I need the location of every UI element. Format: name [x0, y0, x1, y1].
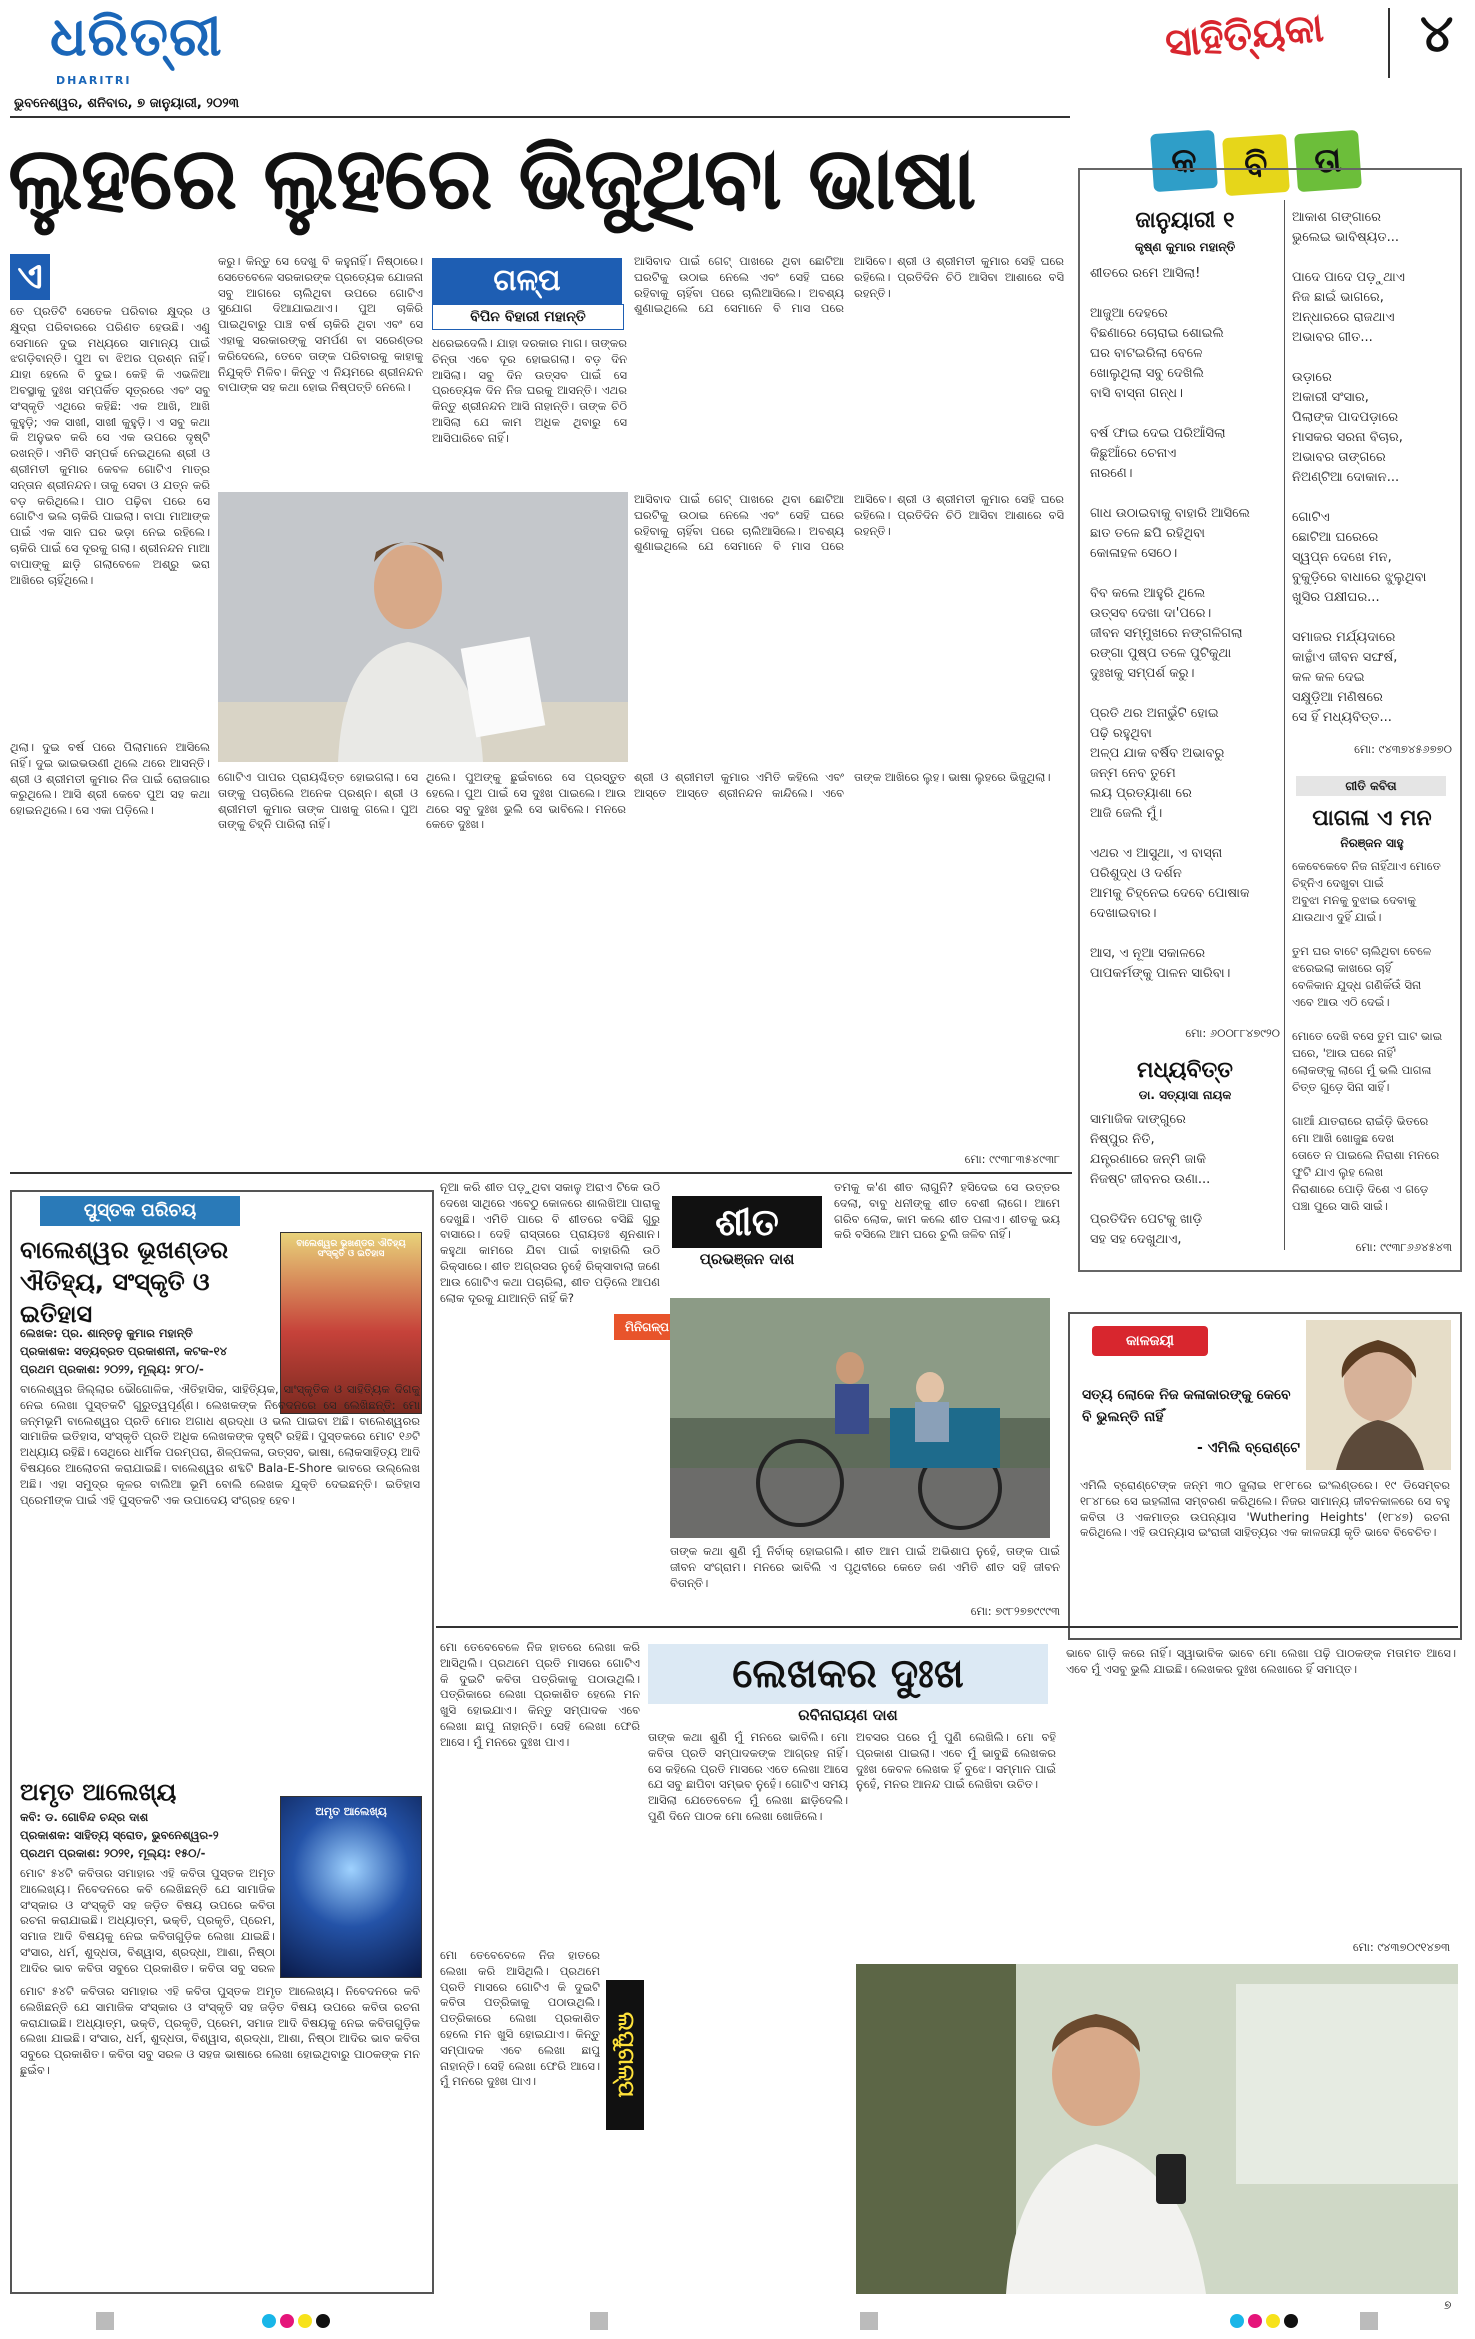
lekhakara-col3: ଅବସର ପରେ ମୁଁ ପୁଣି ଲେଖିଲି। ମୋ ବହି ପ୍ରକାଶ ପାଇଲା। ଏବେ ମୁଁ ଭାବୁଛି ଲେଖକର ଦୁଃଖ କେବଳ ଲେଖକ ହିଁ ବୁଝେ। ସମ୍ମାନ ପାଇଁ ନୁହେଁ, ମନର ଆନନ୍ଦ ପାଇଁ ଲେଖିବା ଉଚିତ।	[856, 1730, 1056, 1792]
book2-publisher: ପ୍ରକାଶକ: ସାହିତ୍ୟ ସ୍ରୋତ, ଭୁବନେଶ୍ୱର-୨	[20, 1828, 219, 1842]
book2-title: ଅମୃତ ଆଲେଖ୍ୟ	[20, 1778, 177, 1806]
poem-january-lines: ଶୀତରେ ରମେ ଆସିଲା! ଆଜୁଆ ଦେହରେ ବିଛଣାରେ ଚୋରାଇ ଶୋଇଲି ଘର ବାଟଇରିଲା ବେଳେ ଖୋଲୁଥିଲା ସବୁ ଦେଖିଲି ବାସି ବାସ୍ନା ଗନ୍ଧ। ବର୍ଷ ଫାଇ ଦେଇ ପରିଆଁସିଲା କିଛୁଆଁରେ ଚେନାଏ ନାରଣେ। ଗାଧ ଉଠାଇବାକୁ ବାହାରି ଆସିଲେ ଛାତ ତଳେ ଛପି ରହିଥିବା କୋଳାହଳ ସେଠେ। ବିବ କଲେ ଆହୁରି ଥିଲେ ଉତ୍ସବ ଦେଖା ଦା'ପରେ। ଜୀବନ ସମ୍ମୁଖରେ ନଙ୍ଗଳିଗଲା ରଙ୍ଗା ପୁଷ୍ପ ତଳେ ପୁଟିକୁଥା ଦୁଃଖକୁ ସମ୍ପର୍ଶ କରୁ। ପ୍ରତି ଥର ଅନାଭୁଁଟି ହୋଇ ପଢ଼ି ରହୁଥିବା ଅଳ୍ପ ଯାକ ବର୍ଷିବ ଅଭାବରୁ ଜନ୍ମ ନେବ ତୁମେ ଲୟ ପ୍ରତ୍ୟାଶା ରେ ଆଜି ଜେଲି ମୁଁ। ଏଥର ଏ ଆସୁଥା, ଏ ବାସ୍ନା ପରିଶୁଦ୍ଧ ଓ ଦର୍ଶନ ଆମକୁ ଚିହ୍ନେଇ ଦେବେ ପୋଷାକ ଦେଖାଇବାର। ଆସ, ଏ ନୂଆ ସକାଳରେ ପାପକର୍ମଙ୍କୁ ପାଳନ ସାରିବା।	[1090, 266, 1250, 981]
lekhakara-col1-bottom: ମୋ ତେବେବେଳେ ନିଜ ହାତରେ ଲେଖା କରି ଆସିଥିଲି। ପ୍ରଥମେ ପ୍ରତି ମାସରେ ଗୋଟିଏ କି ଦୁଇଟି କବିତା ପତ୍ରିକାକୁ ପଠାଉଥିଲି। ପତ୍ରିକାରେ ଲେଖା ପ୍ରକାଶିତ ହେଲେ ମନ ଖୁସି ହୋଇଯାଏ। କିନ୍ତୁ ସମ୍ପାଦକ ଏବେ ଲେଖା ଛାପୁ ନାହାନ୍ତି। ସେହି ଲେଖା ଫେରି ଆସେ। ମୁଁ ମନରେ ଦୁଃଖ ପାଏ।	[440, 1948, 600, 2089]
sita-title: ଶୀତ	[672, 1196, 822, 1248]
emily-bronte-portrait	[1306, 1320, 1451, 1470]
section-divider	[10, 1172, 1072, 1174]
kabita-letter-3: ତା	[1294, 130, 1362, 192]
page-headline: ଲୁହରେ ଲୁହରେ ଭିଜୁଥିବା ଭାଷା	[8, 128, 975, 229]
kalajayee-label: କାଳଜୟୀ	[1092, 1326, 1208, 1356]
poem-pagala-author: ନିରଞ୍ଜନ ସାହୁ	[1340, 836, 1404, 850]
lekhakara-col1: ମୋ ତେବେବେଳେ ନିଜ ହାତରେ ଲେଖା କରି ଆସିଥିଲି। ପ୍ରଥମେ ପ୍ରତି ମାସରେ ଗୋଟିଏ କି ଦୁଇଟି କବିତା ପତ୍ରିକାକୁ ପଠାଉଥିଲି। ପତ୍ରିକାରେ ଲେଖା ପ୍ରକାଶିତ ହେଲେ ମନ ଖୁସି ହୋଇଯାଏ। କିନ୍ତୁ ସମ୍ପାଦକ ଏବେ ଲେଖା ଛାପୁ ନାହାନ୍ତି। ସେହି ଲେଖା ଫେରି ଆସେ। ମୁଁ ମନରେ ଦୁଃଖ ପାଏ।	[440, 1640, 640, 1749]
man-reading-letter-photo	[218, 492, 628, 762]
lekhakara-author: ରବିନାରାୟଣ ଦାଶ	[798, 1706, 898, 1724]
sita-col2: ତମକୁ କ'ଣ ଶୀତ ଲାଗୁନି? ହସିଦେଇ ସେ ଉତ୍ତର ଦେଲା, ବାବୁ ଧନୀଙ୍କୁ ଶୀତ ବେଶୀ ଲାଗେ। ଆମେ ଗରିବ ଲୋକ, କାମ କଲେ ଶୀତ ପଳାଏ। ଶୀତକୁ ଭୟ କରି ବସିଲେ ଆମ ଘରେ ଚୁଲି ଜଳିବ ନାହିଁ।	[834, 1180, 1060, 1242]
sita-bottom: ତାଙ୍କ କଥା ଶୁଣି ମୁଁ ନିର୍ବାକ୍ ହୋଇଗଲି। ଶୀତ ଆମ ପାଇଁ ଅଭିଶାପ ନୁହେଁ, ତାଙ୍କ ପାଇଁ ଜୀବନ ସଂଗ୍ରାମ। ମନରେ ଭାବିଲି ଏ ପୃଥିବୀରେ କେତେ ଜଣ ଏମିତି ଶୀତ ସହି ଜୀବନ ବିତାନ୍ତି।	[670, 1544, 1060, 1590]
lekhakara-title: ଲେଖକର ଦୁଃଖ	[648, 1644, 1048, 1704]
kabita-letter-1: କ	[1150, 130, 1218, 192]
poem-right-lines: ଆକାଶ ଗଙ୍ଗାରେ ଭୁଲେଇ ଭାବିଷ୍ୟତ... ପାଦେ ପାଦେ ପଡ଼ୁଥାଏ ନିଜ ଛାଇଁ ଭାଗରେ, ଅନ୍ଧାରରେ ରାଜଥାଏ ଅଭାବର ଗୀତ... ଉଡ଼ାରେ ଅକାରୀ ସଂସାର, ପିଲାଙ୍କ ପାଦପଡ଼ାରେ ମାସକର ସରନା ବିଚାର, ଅଭାବର ତାଙ୍ଗରେ ନିଅଣ୍ଟିଆ ଦୋକାନ... ଗୋଟିଏ ଛୋଟିଆ ଘରେରେ ସ୍ୱପ୍ନ ଦେଖେ ମନ, ବୁକୁଡ଼ିରେ ବାଧାରେ ଝୁଲୁଥିବା ଖୁସିର ପକ୍ଷୀଘର... ସମାଜର ମର୍ଯ୍ୟଦାରେ କାନ୍ଥାଁଏ ଜୀବନ ସଙ୍ଘର୍ଷ, କଳ କଳ ଦେଇ ସକ୍ଷୁଡ଼ିଆ ମଣିଷରେ ସେ ହିଁ ମଧ୍ୟବିତ୍ତ...	[1292, 210, 1427, 725]
book2-text-cont: ମୋଟ ୫୪ଟି କବିତାର ସମାହାର ଏହି କବିତା ପୁସ୍ତକ ଅମୃତ ଆଲେଖ୍ୟ। ନିବେଦନରେ କବି ଲେଖିଛନ୍ତି ଯେ ସାମାଜିକ ସଂସ୍କାର ଓ ସଂସ୍କୃତି ସହ ଜଡ଼ିତ ବିଷୟ ଉପରେ କବିତା ରଚନା କରାଯାଇଛି। ଅଧ୍ୟାତ୍ମ, ଭକ୍ତି, ପ୍ରକୃତି, ପ୍ରେମ, ସମାଜ ଆଦି ବିଷୟକୁ ନେଇ କବିତାଗୁଡ଼ିକ ଲେଖା ଯାଇଛି। ସଂସାର, ଧର୍ମ, ଶୁଦ୍ଧତା, ବିଶ୍ୱାସ, ଶ୍ରଦ୍ଧା, ଆଶା, ନିଷ୍ଠା ଆଦିର ଭାବ କବିତା ସବୁରେ ପ୍ରକାଶିତ। କବିତା ସବୁ ସରଳ ଓ ସହଜ ଭାଷାରେ ଲେଖା ହୋଇଥିବାରୁ ପାଠକଙ୍କ ମନ ଛୁଇଁବ।	[20, 1984, 420, 2077]
kabita-letter-2: ବି	[1222, 134, 1290, 196]
pageno-divider	[1388, 8, 1390, 78]
logo-subtitle: DHARITRI	[56, 74, 132, 87]
galpa-col1-top: ତେ ପ୍ରତିଟି ସେତେକ ପରିବାର କ୍ଷୁଦ୍ର ଓ କ୍ଷୁଦ୍ରା ପରିବାରରେ ପରିଣତ ହେଉଛି। ଏଣୁ ସେମାନେ ଦୁଇ ମଧ୍ୟରେ ସାମାନ୍ୟ ପାଇଁ ଝଗଡ଼ିବାନ୍ତି। ପୁଅ ବା ଝିଅର ପ୍ରଶ୍ନ ନାହିଁ। ଯାହା ହେଲେ ବି ଦୁଇ। କେହି କି ଏଭଳିଆ ଅବସ୍ଥାକୁ ଦୁଃଖ ସମ୍ପର୍କିତ ସୂତ୍ରରେ ଏବଂ ସବୁ ସଂସ୍କୃତି ଏଥିରେ କହିଛି: ଏକ ଆଖି, ଆଖି କୁହୁଡ଼ି; ଏକ ସାଖୀ, ସାଖୀ କୁହୁଡ଼ି। ଏ ସବୁ କଥା କି ଅନୁଭବ କରି ସେ ଏକ ଉପରେ ଦୃଷ୍ଟି ରଖନ୍ତି। ଏମିତି ସମ୍ପର୍କ ନେଇଥିଲେ ଶ୍ରୀ ଓ ଶ୍ରୀମତୀ କୁମାର କେବଳ ଗୋଟିଏ ମାତ୍ର ସନ୍ତାନ ଶ୍ରୀନନ୍ଦନ। ତାକୁ ସେବା ଓ ଯତ୍ନ କରି ବଡ଼ କରିଥିଲେ। ପାଠ ପଢ଼ିବା ପରେ ସେ ଗୋଟିଏ ଭଲ ଚାକିରି ପାଇଲା। ବାପା ମାଆଙ୍କ ପାଇଁ ଏକ ସାନ ଘର ଭଡ଼ା ନେଇ ରହିଲେ। ଚାକିରି ପାଇଁ ସେ ଦୂରକୁ ଗଲା। ଶ୍ରୀନନ୍ଦନ ମାଆ ବାପାଙ୍କୁ ଛାଡ଼ି ଗଲାବେଳେ ଅଶ୍ରୁ ଭରା ଆଖିରେ ଚାହିଁଥିଲେ।	[10, 304, 210, 587]
book2-author: କବି: ଡ. ଗୋବିନ୍ଦ ଚନ୍ଦ୍ର ଦାଶ	[20, 1810, 149, 1824]
galpa-author: ବିପିନ ବିହାରୀ ମହାନ୍ତି	[432, 304, 624, 330]
book1-author: ଲେଖକ: ପ୍ର. ଶାନ୍ତନୁ କୁମାର ମହାନ୍ତି	[20, 1326, 193, 1340]
poem-pagala-lines: କେବେକେବେ ନିଜ ନାହିଁଥାଏ ମୋତେ ଚିହ୍ନିଏ ଦେଖୁବା ପାଇଁ ଅବୁଝା ମନକୁ ବୁଝାଇ ଦେବାକୁ ଯାଉଥାଏ ଦୁହିଁ ଯାଇଁ। ତୁମ ଘର ବାଟେ ଚାଲିଥିବା ବେଳେ ଝରେଇଲା କାଖରେ ଚାହିଁ ବେଳିକାନ ଯୁଦ୍ଧ ଗଣିକିଁଉଁ ସିନା ଏବେ ଆଉ ଏଠି ଦେଇଁ। ମୋତେ ଦେଖି ବସେ ତୁମ ଘାଟ ଭାଇ ଘରେ, 'ଆଉ ଘରେ ନାହିଁ' ଲୋକଙ୍କୁ ଲାଗେ ମୁଁ ଭଲି ପାଗଳା ଚିତ୍ତ ଗୁଡ଼େ ସିନା ସାହିଁ। ଗାଆଁ ଯାତରାରେ ରାଇଁଡ଼ି ଭିତରେ ମୋ ଆଖି ଖୋଜୁଛ ଦେଖ ତୋତେ ନ ପାଇଲେ ନିରାଶା ମନରେ ଫୁଟି ଯାଏ ଲୁହ ଲେଖ ନିରାଶାରେ ପୋଡ଼ି ଦିଶେ ଏ ଗଡ଼େ ପଞ୍ଚା ପୁରେ ସାରି ସାଇଁ।	[1292, 859, 1443, 1213]
lekhakara-col2: ତାଙ୍କ କଥା ଶୁଣି ମୁଁ ମନରେ ଭାବିଲି। ମୋ କବିତା ପ୍ରତି ସମ୍ପାଦକଙ୍କ ଆଗ୍ରହ ନାହିଁ। ସେ କହିଲେ ପ୍ରତି ମାସରେ ଏତେ ଲେଖା ଆସେ ଯେ ସବୁ ଛାପିବା ସମ୍ଭବ ନୁହେଁ। ଗୋଟିଏ ସମୟ ଆସିଲା ଯେତେବେଳେ ମୁଁ ଲେଖା ଛାଡ଼ିଦେଲି। ପୁଣି ଦିନେ ପାଠକ ମୋ ଲେଖା ଖୋଜିଲେ।	[648, 1730, 848, 1823]
cmyk-magenta-2	[1248, 2314, 1262, 2328]
cmyk-yellow	[298, 2314, 312, 2328]
book2-cover-text: ଅମୃତ ଆଲେଖ୍ୟ	[315, 1805, 387, 1818]
galpa-col2-top: କରୁ। କିନ୍ତୁ ସେ ଦେଖୁ ବି କହୁନାହିଁ। ନିଷ୍ଠାରେ। ସେତେବେଳେ ସରକାରଙ୍କ ପ୍ରତ୍ୟେକ ଯୋଜନା ସବୁ ଆଗରେ ଚାଲିଥିବା ଉପରେ ଗୋଟିଏ ସୁଯୋଗ ଦିଆଯାଇଥାଏ। ପୁଅ ଚାକିରି ପାଇଥିବାରୁ ପାଞ୍ଚ ବର୍ଷ ଚାକିରି ଥିବା ଏବଂ ସେ ଏହାକୁ ସରକାରଙ୍କୁ ସମର୍ପଣ ବା ସରେଣ୍ଡର କରିଦେଲେ, ତେବେ ତାଙ୍କ ପରିବାରକୁ କାହାକୁ ନିଯୁକ୍ତି ମିଳିବ। କିନ୍ତୁ ଏ ନିୟମରେ ଶ୍ରୀନନ୍ଦନ ବାପାଙ୍କ ସହ କଥା ହୋଇ ନିଷ୍ପତ୍ତି ନେଲେ।	[218, 254, 423, 395]
lekhakara-phone: ମୋ: ୯୪୩୭୦୯୧୪୭୩	[1352, 1940, 1450, 1954]
galpa-col4-mid: ଆସିବାଦ ପାଇଁ ଗେଟ୍ ପାଖରେ ଥିବା ଛୋଟିଆ ଘରଟିକୁ ଉଠାଇ ନେଲେ ଏବଂ ସେହି ଘରେ ରହିବାକୁ ଚାହିଁବା ପରେ ଚାଲିଆସିଲେ। ଅବଶ୍ୟ ଶୁଣାଇଥିଲେ ଯେ ସେମାନେ ବି ମାସ ପରେ ଆସିବେ। ଶ୍ରୀ ଓ ଶ୍ରୀମତୀ କୁମାର ସେହି ଘରେ ରହିଲେ। ପ୍ରତିଦିନ ଚିଠି ଆସିବା ଆଶାରେ ବସି ରହନ୍ତି।	[634, 492, 1064, 554]
book1-cover-text: ବାଲେଶ୍ୱର ଭୂଖଣ୍ଡର ଐତିହ୍ୟ ସଂସ୍କୃତି ଓ ଇତିହାସ	[296, 1239, 406, 1259]
book1-publisher: ପ୍ରକାଶକ: ସତ୍ୟବ୍ରତ ପ୍ରକାଶନୀ, କଟକ-୧୪	[20, 1344, 227, 1358]
dropcap: ଏ	[10, 254, 50, 300]
print-strip-far	[1360, 2312, 1378, 2330]
book2-cover	[280, 1796, 422, 1978]
galpa-col2-bottom: ଗୋଟିଏ ପାପର ପ୍ରାୟଶ୍ଚିତ୍ତ ହୋଇଗଲା। ସେ ତାଙ୍କୁ ପଚାରିଲେ ଅନେକ ପ୍ରଶ୍ନ। ଶ୍ରୀ ଓ ଶ୍ରୀମତୀ କୁମାର ତାଙ୍କ ପାଖକୁ ଗଲେ। ପୁଅ ତାଙ୍କୁ ଚିହ୍ନି ପାରିଲା ନାହିଁ।	[218, 770, 418, 832]
man-with-phone-photo	[856, 1964, 1458, 2294]
poem-pagala-title: ପାଗଳା ଏ ମନ	[1312, 806, 1432, 831]
cmyk-cyan	[262, 2314, 276, 2328]
laghugalpa-tag: ଲଘୁଗଳ୍ପ	[606, 1980, 644, 2130]
poem-madhyabitta-author: ଡା. ସତ୍ୟାସା ନାୟକ	[1138, 1088, 1232, 1102]
book2-text: ମୋଟ ୫୪ଟି କବିତାର ସମାହାର ଏହି କବିତା ପୁସ୍ତକ ଅମୃତ ଆଲେଖ୍ୟ। ନିବେଦନରେ କବି ଲେଖିଛନ୍ତି ଯେ ସାମାଜିକ ସଂସ୍କାର ଓ ସଂସ୍କୃତି ସହ ଜଡ଼ିତ ବିଷୟ ଉପରେ କବିତା ରଚନା କରାଯାଇଛି। ଅଧ୍ୟାତ୍ମ, ଭକ୍ତି, ପ୍ରକୃତି, ପ୍ରେମ, ସମାଜ ଆଦି ବିଷୟକୁ ନେଇ କବିତାଗୁଡ଼ିକ ଲେଖା ଯାଇଛି। ସଂସାର, ଧର୍ମ, ଶୁଦ୍ଧତା, ବିଶ୍ୱାସ, ଶ୍ରଦ୍ଧା, ଆଶା, ନିଷ୍ଠା ଆଦିର ଭାବ କବିତା ସବୁରେ ପ୍ରକାଶିତ। କବିତା ସବୁ ସରଳ	[20, 1866, 275, 1975]
print-strip-right	[860, 2312, 878, 2330]
poem-january-author: କୃଷ୍ଣ କୁମାର ମହାନ୍ତି	[1134, 240, 1236, 254]
sita-author: ପ୍ରଭଞ୍ଜନ ଦାଶ	[699, 1250, 795, 1268]
poem-right-phone: ମୋ: ୯୪୩୭୪୫୬୭୭୦	[1354, 742, 1452, 756]
kalajayee-attribution: - ଏମିଲି ବ୍ରୋଣ୍ଟେ	[1196, 1440, 1300, 1456]
sita-phone: ମୋ: ୭୯୮୨୭୭୯୯୯୩	[970, 1604, 1060, 1618]
section-brand: ସାହିତ୍ୟିକା	[1162, 3, 1326, 68]
galpa-col3-bottom: ଥିଲେ। ପୁଅଙ୍କୁ ଛୁଇଁବାରେ ସେ ପ୍ରସ୍ତୁତ ହେଲେ। ପୁଅ ପାଇଁ ସେ ଦୁଃଖ ପାଇଲେ। ଆଉ ଥରେ ସବୁ ଦୁଃଖ ଭୁଲି ସେ ଭାବିଲେ। ମନରେ କେତେ ଦୁଃଖ।	[426, 770, 626, 832]
cmyk-magenta	[280, 2314, 294, 2328]
dharitri-logo[interactable]: ଧରିତ୍ରୀ	[50, 4, 223, 68]
book1-title: ବାଲେଶ୍ୱର ଭୂଖଣ୍ଡର ଐତିହ୍ୟ, ସଂସ୍କୃତି ଓ ଇତିହାସ	[20, 1236, 229, 1328]
galpa-col1-bottom: ଥିଲା। ଦୁଇ ବର୍ଷ ପରେ ପିଲାମାନେ ଆସିଲେ ନାହିଁ। ଦୁଇ ଭାଇଭଉଣୀ ଥିଲେ ଥରେ ଆସନ୍ତି। ଶ୍ରୀ ଓ ଶ୍ରୀମତୀ କୁମାର ନିଜ ପାଇଁ ରୋଜଗାର କରୁଥିଲେ। ଆସି ଶ୍ରୀ କେବେ ପୁଅ ସହ କଥା ହୋଇନଥିଲେ। ସେ ଏକା ପଡ଼ିଲେ।	[10, 740, 210, 818]
poem-madhyabitta-lines: ସାମାଜିକ ଦାଙ୍ଗୁରେ ନିଷ୍ପୁର ନିତି, ଯନ୍ତ୍ରଣାରେ ଜନ୍ମି ଜାକି ନିଜଷ୍ଟ ଜୀବନର ଉଣା... ପ୍ରତିଦିନ ପେଟକୁ ଖାଡ଼ି ସହ ସହ ଦେଖୁଥାଏ,	[1090, 1112, 1211, 1247]
poem-january-title: ଜାନୁୟାରୀ ୧	[1135, 208, 1235, 233]
kalajayee-text: ଏମିଲି ବ୍ରୋଣ୍ଟେଙ୍କ ଜନ୍ମ ୩୦ ଜୁଲାଇ ୧୮୧୮ରେ ଇଂଲଣ୍ଡରେ। ୧୯ ଡିସେମ୍ବର ୧୮୪୮ରେ ସେ ଇହଲୀଳା ସମ୍ବରଣ କରିଥିଲେ। ନିଜର ସାମାନ୍ୟ ଜୀବନକାଳରେ ସେ ବହୁ କବିତା ଓ ଏକମାତ୍ର ଉପନ୍ୟାସ 'Wuthering Heights' (୧୮୪୭) ରଚନା କରିଥିଲେ। ଏହି ଉପନ୍ୟାସ ଇଂରାଜୀ ସାହିତ୍ୟର ଏକ କାଳଜୟୀ କୃତି ଭାବେ ବିବେଚିତ।	[1080, 1478, 1450, 1540]
cmyk-yellow-2	[1266, 2314, 1280, 2328]
kalajayee-quote: ସତ୍ୟ ଲୋକେ ନିଜ କଳାକାରଙ୍କୁ କେବେ ବି ଭୁଲନ୍ତି ନାହିଁ	[1082, 1387, 1291, 1425]
print-strip-mid	[590, 2312, 608, 2330]
poem-madhyabitta-title: ମଧ୍ୟବିତ୍ତ	[1137, 1058, 1233, 1083]
cmyk-cyan-2	[1230, 2314, 1244, 2328]
poem-pagala-phone: ମୋ: ୯୯୩୮୬୬୪୫୪୩	[1355, 1240, 1452, 1254]
book-review-label: ପୁସ୍ତକ ପରିଚୟ	[40, 1196, 240, 1226]
galpa-label: ଗଳ୍ପ	[432, 258, 622, 304]
galpa-col4-bottom: ଶ୍ରୀ ଓ ଶ୍ରୀମତୀ କୁମାର ଏମିତି କହିଲେ ଏବଂ ଆସ୍ତେ ଆସ୍ତେ ଶ୍ରୀନନ୍ଦନ କାନ୍ଦିଲେ। ଏବେ ତାଙ୍କ ଆଖିରେ ଲୁହ। ଭାଷା ଲୁହରେ ଭିଜୁଥିଲା।	[634, 770, 1051, 800]
galpa-phone: ମୋ: ୯୯୩୮୩୫୪୯୩୮	[964, 1152, 1060, 1166]
minigalpa-tag: ମିନିଗଳ୍ପ	[614, 1314, 680, 1340]
print-strip-left	[96, 2312, 114, 2330]
poem-january-phone: ମୋ: ୬୦୦୮୮୪୭୯୨୦	[1185, 1026, 1280, 1040]
gitikabita-label: ଗୀତି କବିତା	[1296, 776, 1446, 796]
lekhakara-col4: ଭାବେ ଗାଡ଼ି କରେ ନାହିଁ। ସ୍ୱାଭାବିକ ଭାବେ ମୋ ଲେଖା ପଢ଼ି ପାଠକଙ୍କ ମତାମତ ଆସେ। ଏବେ ମୁଁ ଏସବୁ ଭୁଲି ଯାଇଛି। ଲେଖକର ଦୁଃଖ ଲେଖାରେ ହିଁ ସମାପ୍ତ।	[1066, 1646, 1456, 1676]
book1-text: ବାଲେଶ୍ୱର ଜିଲ୍ଲାର ଭୌଗୋଳିକ, ଐତିହାସିକ, ସାହିତ୍ୟିକ, ସାଂସ୍କୃତିକ ଓ ସାହିତ୍ୟିକ ଦିଗକୁ ନେଇ ଲେଖା ପୁସ୍ତକଟି ଗୁରୁତ୍ୱପୂର୍ଣ୍ଣ। ଲେଖକଙ୍କ ନିବେଦନରେ ସେ ଲେଖିଛନ୍ତି: ମୋ ଜନ୍ମଭୂମି ବାଲେଶ୍ୱର ପ୍ରତି ମୋର ଅଗାଧ ଶ୍ରଦ୍ଧା ଓ ଭଲ ପାଇବା ଅଛି। ବାଲେଶ୍ୱରର ସାମାଜିକ ଇତିହାସ, ସଂସ୍କୃତି ପ୍ରତି ଅଧିକ ଲେଖକଙ୍କ ଦୃଷ୍ଟି ରହିଛି। ପୁସ୍ତକରେ ମୋଟ ୧୬ଟି ଅଧ୍ୟାୟ ରହିଛି। ସେଥିରେ ଧାର୍ମିକ ପରମ୍ପରା, ଶିଳ୍ପକଳା, ଉତ୍ସବ, ଭାଷା, ଲୋକସାହିତ୍ୟ ଆଦି ବିଷୟରେ ଆଲୋଚନା କରାଯାଇଛି। ବାଲେଶ୍ୱର ଶବ୍ଦଟି Bala-E-Shore ଭାବରେ ଉଲ୍ଲେଖ ଅଛି। ଏହା ସମୁଦ୍ର କୂଳର ବାଲିଆ ଭୂମି ବୋଲି ଲେଖକ ଯୁକ୍ତି ଦେଇଛନ୍ତି। ଇତିହାସ ପ୍ରେମୀଙ୍କ ପାଇଁ ଏହି ପୁସ୍ତକଟି ଏକ ଉପାଦେୟ ସଂଗ୍ରହ ହେବ।	[20, 1382, 420, 1507]
book2-edition: ପ୍ରଥମ ପ୍ରକାଶ: ୨୦୨୧, ମୂଲ୍ୟ: ୧୫୦/-	[20, 1846, 206, 1860]
rickshaw-photo	[670, 1298, 1050, 1538]
book1-edition: ପ୍ରଥମ ପ୍ରକାଶ: ୨୦୨୨, ମୂଲ୍ୟ: ୨୮୦/-	[20, 1362, 204, 1376]
cmyk-black	[316, 2314, 330, 2328]
dateline: ଭୁବନେଶ୍ୱର, ଶନିବାର, ୭ ଜାନୁୟାରୀ, ୨୦୨୩	[14, 96, 239, 111]
sita-col1: ନୂଆ କରି ଶୀତ ପଡ଼ୁଥିବା ସକାଳୁ ଅରାଏ ଟିକେ ଉଠି ଦେଖେ ସାଥିରେ ଏବେଠୁ କୋଳରେ ଶାଲଖିଆ ପାରାକୁ ଦେଖୁଛି। ଏମିତି ପାରେ ବି ଶୀତରେ ବସିଛି ଗୁରୁ ବାସାରେ। ଦେହି ରାସ୍ତାରେ ପ୍ରାୟତଃ ଶୂନଶାନ। କହୁଥା କାମରେ ଯିବା ପାଇଁ ବାହାରିଲି ଉଠି ରିକ୍ସାରେ। ଶୀତ ଅଗ୍ରସର ନୁହେଁ ରିକ୍ସାବାଲା ଜଣେ ଆଉ ଗୋଟିଏ କଥା ପଚାରିଲା, ଶୀତ ପଡ଼ିଲେ ଆପଣ ଲୋକ ଦୂରକୁ ଯାଆନ୍ତି ନାହିଁ କି?	[440, 1180, 660, 1305]
section-divider-2	[436, 1626, 1458, 1628]
page-number: ୪	[1420, 4, 1454, 64]
header-rule	[10, 116, 1070, 118]
galpa-col3-top: ଧରେଇଦେଲି। ଯାହା ଦରକାର ମାଗ। ତାଙ୍କର ଚିନ୍ତା ଏବେ ଦୂର ହୋଇଗଲା। ବଡ଼ ଦିନ ଆସିଲା। ସବୁ ଦିନ ଉତ୍ସବ ପାଇଁ ସେ ପ୍ରତ୍ୟେକ ଦିନ ନିଜ ଘରକୁ ଆସନ୍ତି। ଏଥର କିନ୍ତୁ ଶ୍ରୀନନ୍ଦନ ଆସି ନାହାନ୍ତି। ତାଙ୍କ ଚିଠି ଆସିଲା ଯେ କାମ ଅଧିକ ଥିବାରୁ ସେ ଆସିପାରିବେ ନାହିଁ।	[432, 336, 627, 445]
cmyk-black-2	[1284, 2314, 1298, 2328]
poem-col-divider	[1284, 200, 1285, 1250]
galpa-col4-top: ଆସିବାଦ ପାଇଁ ଗେଟ୍ ପାଖରେ ଥିବା ଛୋଟିଆ ଘରଟିକୁ ଉଠାଇ ନେଲେ ଏବଂ ସେହି ଘରେ ରହିବାକୁ ଚାହିଁବା ପରେ ଚାଲିଆସିଲେ। ଅବଶ୍ୟ ଶୁଣାଇଥିଲେ ଯେ ସେମାନେ ବି ମାସ ପରେ ଆସିବେ। ଶ୍ରୀ ଓ ଶ୍ରୀମତୀ କୁମାର ସେହି ଘରେ ରହିଲେ। ପ୍ରତିଦିନ ଚିଠି ଆସିବା ଆଶାରେ ବସି ରହନ୍ତି।	[634, 254, 1064, 316]
footer-corner-number: ୭	[1444, 2298, 1452, 2312]
